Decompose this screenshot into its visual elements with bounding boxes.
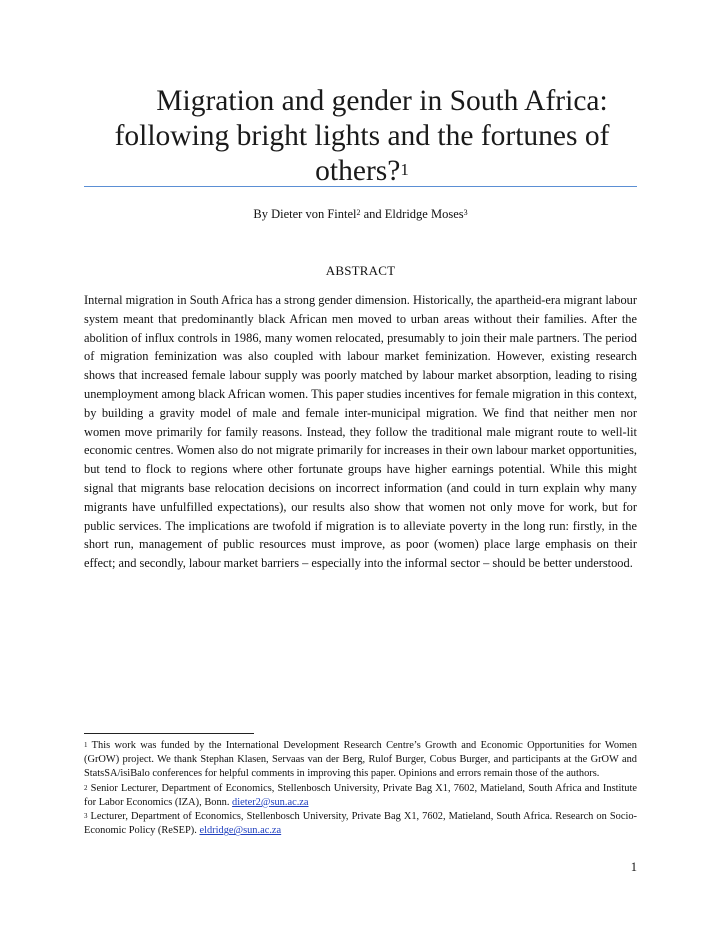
byline-first-author: By Dieter von Fintel (253, 207, 357, 221)
footnotes (84, 739, 637, 838)
byline (84, 206, 637, 222)
paper-title (84, 84, 640, 189)
footnote-divider (84, 733, 254, 734)
title-line-3-text: others? (315, 155, 401, 187)
author2-footnote-mark: 3 (463, 208, 468, 217)
author2-email-link[interactable]: eldridge@sun.ac.za (199, 825, 282, 837)
footnote-3-mark: 3 (84, 812, 88, 821)
title-line-1: Migration and gender in South Africa: (156, 85, 608, 117)
author1-footnote-mark: 2 (356, 208, 361, 217)
title-footnote-mark: 1 (400, 160, 409, 179)
page-number: 1 (630, 860, 637, 874)
footnote-3-text: Lecturer, Department of Economics, Stellenbosch University, Private Bag X1, 7602, Matieland, South Africa. Research on Socio-Economic Policy (ReSEP). (84, 811, 637, 837)
title-line-3 (84, 154, 640, 189)
footnote-3 (84, 810, 637, 838)
abstract-text: Internal migration in South Africa has a strong gender dimension. Historically, the apartheid-era migrant labour system meant that predominantly black African men moved to urban areas without their families. After the abolition of influx controls in 1986, many women relocated, presumably to join their male partners. The period of migration feminization was also coupled with labour market feminization. However, existing research shows that increased female labour supply was poorly matched by labour market absorption, leading to rising unemployment among black African women. This paper studies incentives for female migration in this context, by building a gravity model of male and female inter-municipal migration. We find that neither men nor women move primarily for family reasons. Instead, they follow the traditional male migrant route to well-lit economic centres. Women also do not migrate primarily for increases in their own labour market opportunities, but tend to flock to regions where other fortunate groups have higher earnings potential. While this might signal that migrants base relocation decisions on incorrect information (and could in turn explain why many migrants have unfulfilled expectations), our results also show that women not only move for work, but for public services. The implications are twofold if migration is to alleviate poverty in the long run: firstly, in the short run, management of public resources must improve, as poor (women) place large emphasis on their effect; and secondly, labour market barriers – especially into the informal sector – should be better understood. (84, 293, 637, 571)
footnote-1 (84, 739, 637, 782)
footnote-1-text: This work was funded by the International Development Research Centre’s Growth and Economic Opportunities for Women (GrOW) project. We thank Stephan Klasen, Servaas van der Berg, Rulof Burger, Cobus Burger, and participants at the GrOW and StatsSA/isiBalo conferences for helpful comments in improving this paper. Opinions and errors remain those of the authors. (84, 740, 637, 780)
footnote-2-mark: 2 (84, 783, 88, 792)
footnote-2-text: Senior Lecturer, Department of Economics, Stellenbosch University, Private Bag X1, 7602, Matieland, South Africa and Institute for Labor Economics (IZA), Bonn. (84, 782, 637, 808)
abstract-heading: ABSTRACT (325, 263, 396, 278)
title-divider (84, 186, 637, 187)
footnote-2 (84, 782, 637, 810)
byline-second-author: and Eldridge Moses (360, 207, 464, 221)
author1-email-link[interactable]: dieter2@sun.ac.za (232, 796, 309, 808)
title-line-2: following bright lights and the fortunes of (114, 120, 610, 152)
footnote-1-mark: 1 (84, 741, 88, 749)
